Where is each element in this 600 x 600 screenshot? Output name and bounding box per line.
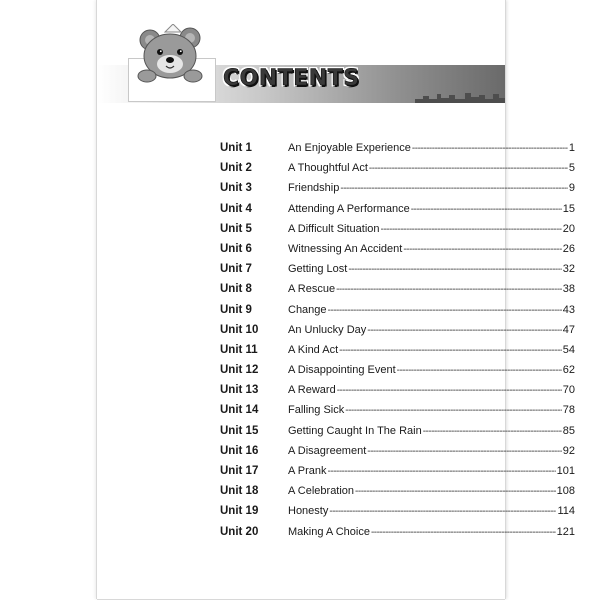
- unit-title: Getting Caught In The Rain: [288, 424, 422, 437]
- unit-title: Getting Lost: [288, 263, 348, 276]
- toc-row[interactable]: [220, 384, 575, 404]
- dot-leader: [328, 466, 556, 477]
- unit-number: Unit 8: [220, 283, 252, 296]
- page-number: 9: [568, 182, 575, 195]
- toc-row[interactable]: [220, 162, 575, 182]
- unit-number: Unit 13: [220, 384, 259, 397]
- toc-row[interactable]: [220, 182, 575, 202]
- dot-leader: [369, 163, 568, 174]
- unit-title: A Disappointing Event: [288, 364, 396, 377]
- unit-title: A Kind Act: [288, 343, 339, 356]
- dot-leader: [340, 183, 568, 194]
- skyline-decoration-icon: [415, 89, 505, 103]
- unit-title: Change: [288, 303, 327, 316]
- page-number: 101: [556, 465, 575, 477]
- table-of-contents: [220, 142, 575, 546]
- dot-leader: [381, 224, 562, 235]
- toc-row[interactable]: [220, 364, 575, 384]
- page-number: 70: [562, 384, 575, 397]
- toc-row[interactable]: [220, 505, 575, 525]
- dot-leader: [411, 204, 562, 215]
- unit-number: Unit 9: [220, 303, 252, 316]
- dot-leader: [423, 426, 562, 437]
- unit-title: A Disagreement: [288, 444, 367, 457]
- toc-row[interactable]: [220, 243, 575, 263]
- unit-title: A Thoughtful Act: [288, 162, 368, 175]
- unit-number: Unit 4: [220, 202, 252, 215]
- unit-title: A Prank: [288, 465, 327, 477]
- page-number: 78: [562, 404, 575, 417]
- unit-number: Unit 3: [220, 182, 252, 195]
- page-number: 47: [562, 323, 575, 336]
- dot-leader: [367, 325, 561, 336]
- dot-leader: [339, 345, 562, 356]
- document-page: [97, 0, 575, 599]
- unit-number: Unit 1: [220, 142, 252, 154]
- unit-title: Friendship: [288, 182, 340, 195]
- toc-row[interactable]: [220, 263, 575, 283]
- toc-row[interactable]: [220, 142, 575, 162]
- unit-number: Unit 18: [220, 485, 259, 498]
- unit-title: A Difficult Situation: [288, 222, 380, 235]
- bear-icon: [133, 24, 215, 86]
- unit-title: Witnessing An Accident: [288, 242, 403, 255]
- toc-row[interactable]: [220, 465, 575, 485]
- unit-number: Unit 7: [220, 263, 252, 276]
- unit-number: Unit 20: [220, 525, 259, 538]
- unit-title: A Celebration: [288, 485, 355, 498]
- toc-row[interactable]: [220, 425, 575, 445]
- toc-row[interactable]: [220, 445, 575, 465]
- unit-title: Attending A Performance: [288, 202, 410, 215]
- page-number: 43: [562, 303, 575, 316]
- unit-title: A Rescue: [288, 283, 336, 296]
- page-title: CONTENTS: [223, 66, 360, 91]
- unit-number: Unit 10: [220, 323, 259, 336]
- page-number: 38: [562, 283, 575, 296]
- unit-number: Unit 11: [220, 343, 258, 356]
- toc-row[interactable]: [220, 223, 575, 243]
- unit-title: Making A Choice: [288, 525, 370, 538]
- unit-number: Unit 2: [220, 162, 252, 175]
- toc-row[interactable]: [220, 404, 575, 424]
- page-number: 5: [568, 162, 575, 175]
- page-number: 85: [562, 424, 575, 437]
- dot-leader: [367, 446, 561, 457]
- dot-leader: [337, 385, 562, 396]
- toc-row[interactable]: [220, 344, 575, 364]
- dot-leader: [329, 506, 556, 517]
- unit-title: An Unlucky Day: [288, 323, 367, 336]
- page-number: 108: [556, 485, 575, 498]
- dot-leader: [328, 305, 562, 316]
- toc-row[interactable]: [220, 304, 575, 324]
- unit-number: Unit 12: [220, 364, 259, 377]
- unit-number: Unit 5: [220, 222, 252, 235]
- toc-row[interactable]: [220, 283, 575, 303]
- toc-row[interactable]: [220, 203, 575, 223]
- dot-leader: [403, 244, 561, 255]
- dot-leader: [348, 264, 561, 275]
- unit-number: Unit 19: [220, 505, 259, 518]
- unit-title: Falling Sick: [288, 404, 345, 417]
- unit-number: Unit 17: [220, 465, 259, 477]
- page-number: 92: [562, 444, 575, 457]
- page-number: 15: [562, 202, 575, 215]
- dot-leader: [371, 527, 556, 538]
- dot-leader: [336, 284, 562, 295]
- toc-row[interactable]: [220, 526, 575, 546]
- unit-title: An Enjoyable Experience: [288, 142, 411, 154]
- dot-leader: [412, 143, 568, 154]
- page-number: 32: [562, 263, 575, 276]
- unit-number: Unit 15: [220, 424, 259, 437]
- page-number: 114: [557, 505, 575, 518]
- unit-number: Unit 6: [220, 242, 252, 255]
- page-number: 26: [562, 242, 575, 255]
- dot-leader: [355, 486, 556, 497]
- page-number: 121: [556, 525, 575, 538]
- unit-title: Honesty: [288, 505, 329, 518]
- page-number: 62: [562, 364, 575, 377]
- unit-number: Unit 16: [220, 444, 259, 457]
- page-number: 54: [562, 343, 575, 356]
- page-number: 20: [562, 222, 575, 235]
- toc-row[interactable]: [220, 485, 575, 505]
- unit-title: A Reward: [288, 384, 336, 397]
- unit-number: Unit 14: [220, 404, 259, 417]
- page-number: 1: [568, 142, 575, 154]
- dot-leader: [345, 405, 562, 416]
- dot-leader: [397, 365, 562, 376]
- toc-row[interactable]: [220, 324, 575, 344]
